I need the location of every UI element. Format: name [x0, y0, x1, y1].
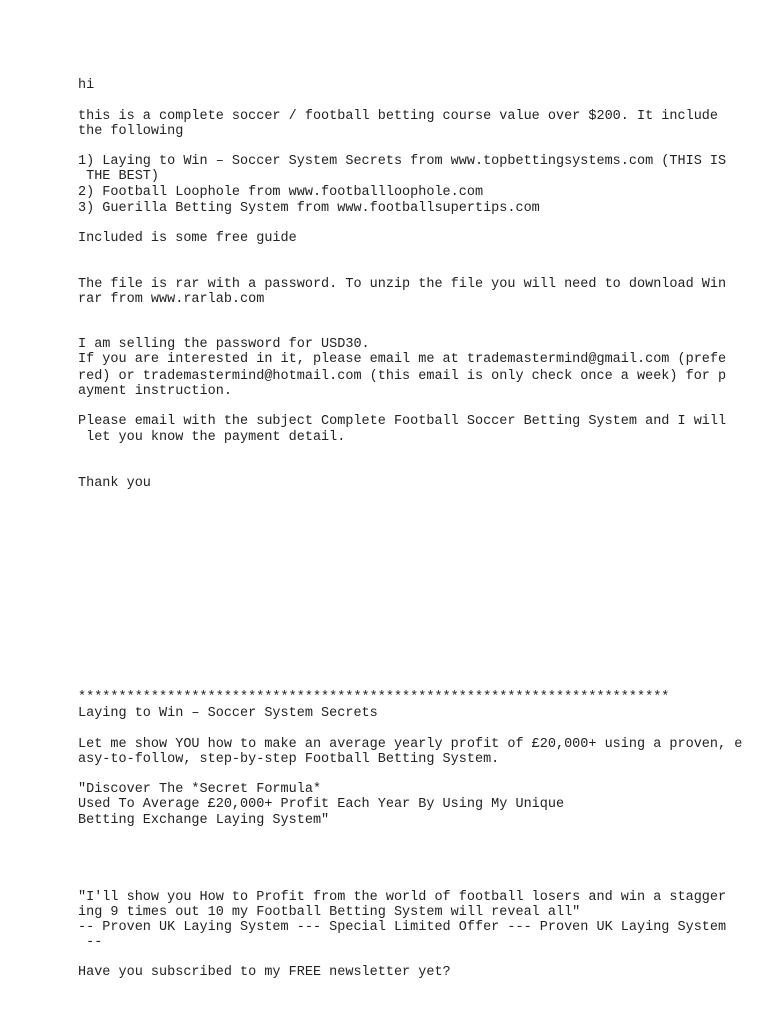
quote-line-3: Betting Exchange Laying System" [78, 813, 330, 828]
newsletter-line: Have you subscribed to my FREE newsletter yet? [78, 965, 451, 980]
list-item-1-line-2: THE BEST) [78, 169, 160, 184]
rar-info-line-2: rar from www.rarlab.com [78, 292, 265, 307]
subject-line-2: let you know the payment detail. [78, 430, 346, 445]
list-item-2: 2) Football Loophole from www.footballloophole.com [78, 185, 484, 200]
pitch-line-1: Let me show YOU how to make an average yearly profit of £20,000+ using a proven, e [78, 737, 743, 752]
contact-line-1: If you are interested in it, please email me at trademastermind@gmail.com (prefe [78, 352, 727, 367]
section-title: Laying to Win – Soccer System Secrets [78, 706, 378, 721]
pitch-line-2: asy-to-follow, step-by-step Football Betting System. [78, 752, 500, 767]
separator-line: ************************************************************************* [78, 690, 670, 705]
list-item-3: 3) Guerilla Betting System from www.footballsupertips.com [78, 201, 540, 216]
contact-line-2: red) or trademastermind@hotmail.com (this email is only check once a week) for p [78, 369, 727, 384]
intro-line-2: the following [78, 124, 184, 139]
thank-you-line: Thank you [78, 476, 151, 491]
contact-line-3: ayment instruction. [78, 384, 232, 399]
greeting-line: hi [78, 78, 95, 93]
rar-info-line-1: The file is rar with a password. To unzip the file you will need to download Win [78, 277, 727, 292]
promise-line-1: "I'll show you How to Profit from the world of football losers and win a stagger [78, 890, 727, 905]
subject-line-1: Please email with the subject Complete Football Soccer Betting System and I will [78, 414, 727, 429]
free-guide-line: Included is some free guide [78, 231, 297, 246]
offer-line-1: -- Proven UK Laying System --- Special Limited Offer --- Proven UK Laying System [78, 920, 727, 935]
list-item-1-line-1: 1) Laying to Win – Soccer System Secrets from www.topbettingsystems.com (THIS IS [78, 154, 727, 169]
price-line: I am selling the password for USD30. [78, 337, 370, 352]
intro-line-1: this is a complete soccer / football betting course value over $200. It include [78, 109, 719, 124]
quote-line-1: "Discover The *Secret Formula* [78, 782, 322, 797]
quote-line-2: Used To Average £20,000+ Profit Each Year By Using My Unique [78, 797, 565, 812]
promise-line-2: ing 9 times out 10 my Football Betting System will reveal all" [78, 905, 581, 920]
offer-line-2: -- [78, 935, 103, 950]
